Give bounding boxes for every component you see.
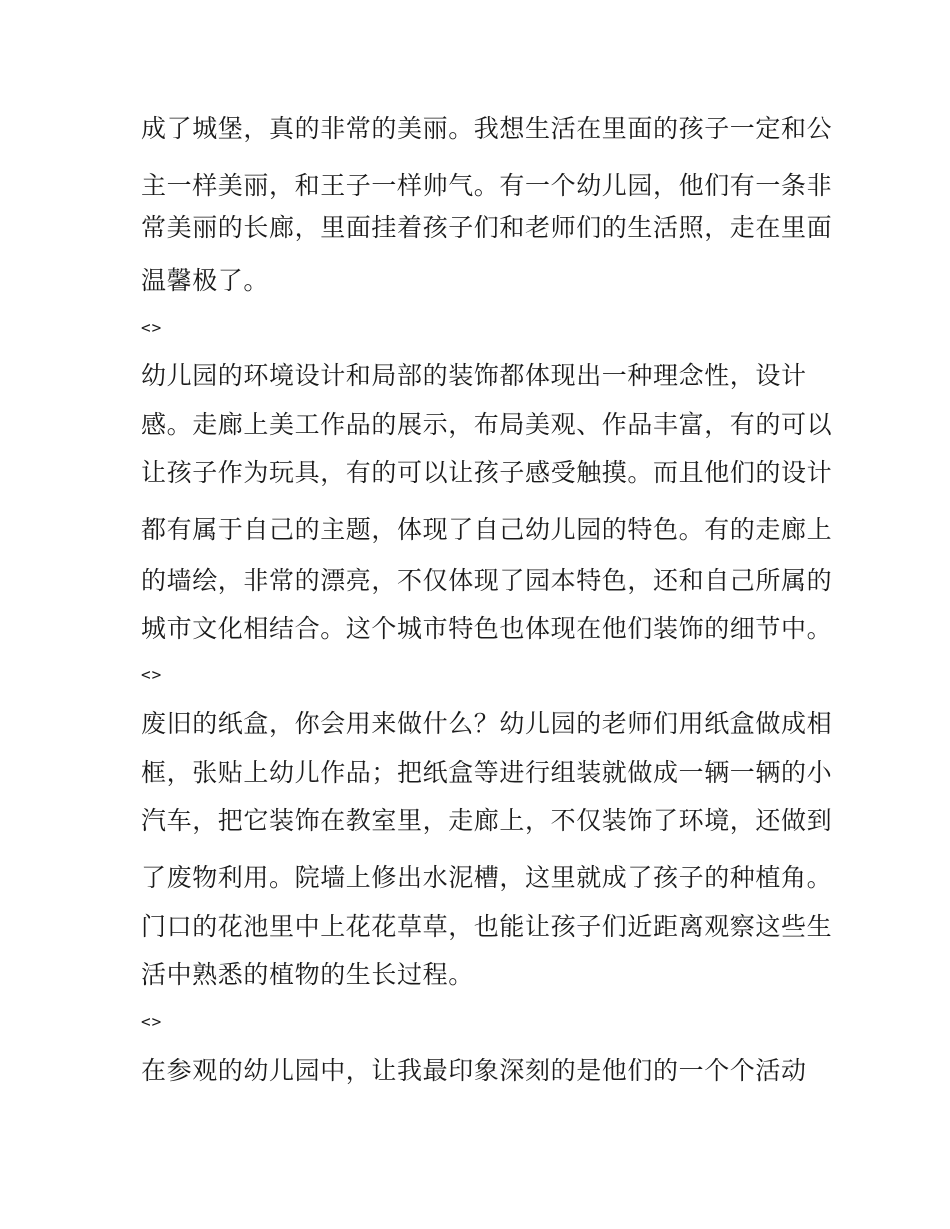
text-line: 在参观的幼儿园中，让我最印象深刻的是他们的一个个活动 xyxy=(141,1056,807,1085)
paragraph-separator: <> xyxy=(141,318,163,337)
text-line: 城市文化相结合。这个城市特色也体现在他们装饰的细节中。 xyxy=(141,614,833,643)
text-line: 了废物利用。院墙上修出水泥槽，这里就成了孩子的种植角。 xyxy=(141,863,833,892)
text-line: 活中熟悉的植物的生长过程。 xyxy=(141,960,474,989)
text-line: 门口的花池里中上花花草草，也能让孩子们近距离观察这些生 xyxy=(141,912,833,941)
paragraph-separator: <> xyxy=(141,1012,163,1031)
text-line: 让孩子作为玩具，有的可以让孩子感受触摸。而且他们的设计 xyxy=(141,458,833,487)
paragraph-separator: <> xyxy=(141,665,163,684)
text-line: 都有属于自己的主题，体现了自己幼儿园的特色。有的走廊上 xyxy=(141,515,833,544)
text-line: 主一样美丽，和王子一样帅气。有一个幼儿园，他们有一条非 xyxy=(141,171,833,200)
text-line: 框，张贴上幼儿作品；把纸盒等进行组装就做成一辆一辆的小 xyxy=(141,758,833,787)
text-line: 感。走廊上美工作品的展示，布局美观、作品丰富，有的可以 xyxy=(141,410,833,439)
text-line: 废旧的纸盒，你会用来做什么？幼儿园的老师们用纸盒做成相 xyxy=(141,709,833,738)
text-line: 常美丽的长廊，里面挂着孩子们和老师们的生活照，走在里面 xyxy=(141,213,833,242)
text-line: 汽车，把它装饰在教室里，走廊上，不仅装饰了环境，还做到 xyxy=(141,806,833,835)
text-line: 的墙绘，非常的漂亮，不仅体现了园本特色，还和自己所属的 xyxy=(141,566,833,595)
text-line: 温馨极了。 xyxy=(141,266,270,295)
text-line: 成了城堡，真的非常的美丽。我想生活在里面的孩子一定和公 xyxy=(141,114,833,143)
text-line: 幼儿园的环境设计和局部的装饰都体现出一种理念性，设计 xyxy=(141,361,807,390)
